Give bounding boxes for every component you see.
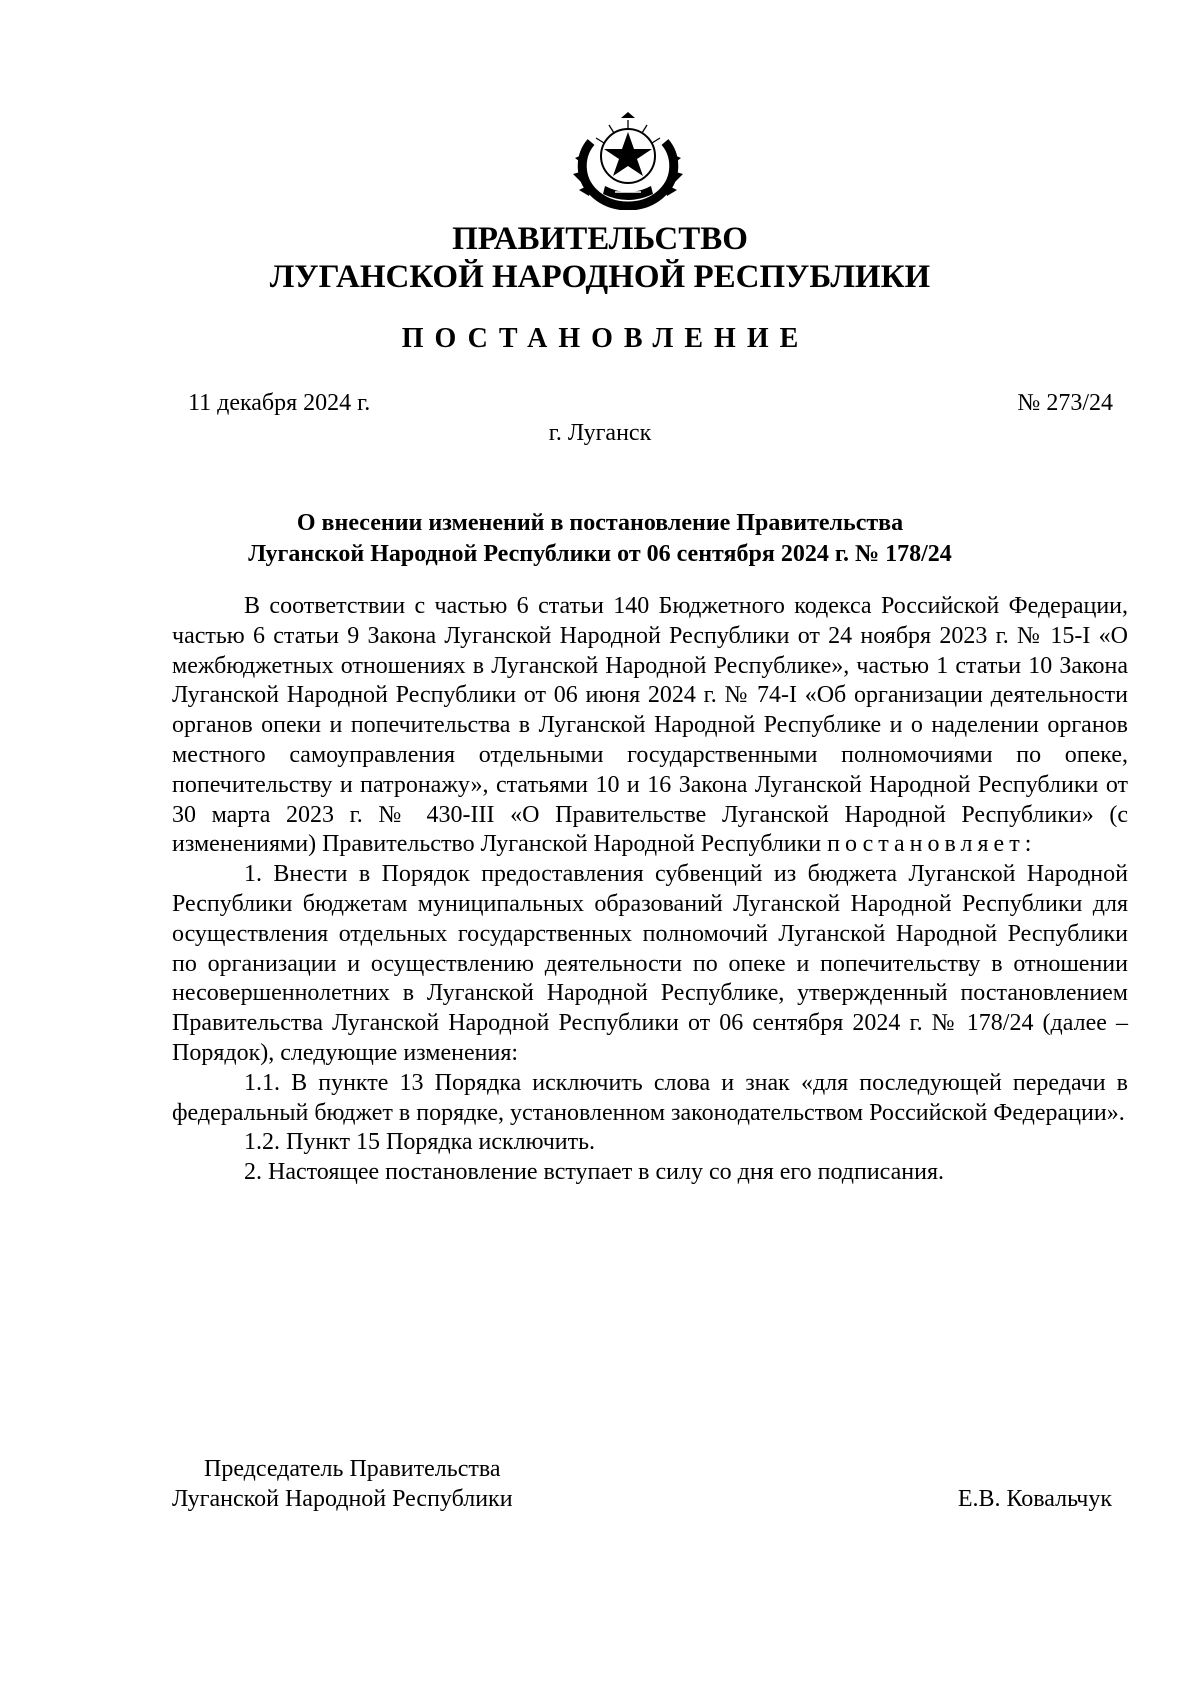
paragraph-item-1-1: 1.1. В пункте 13 Порядка исключить слова и знак «для последующей передачи в федеральный бюджет в порядке, установленном законодательством Российской Федерации». <box>172 1069 1128 1126</box>
signatory-name: Е.В. Ковальчук <box>957 1486 1112 1512</box>
signatory-position-line1: Председатель Правительства <box>204 1456 501 1482</box>
coat-of-arms-icon <box>569 112 687 210</box>
document-date: 11 декабря 2024 г. <box>188 390 371 416</box>
org-name-line1: ПРАВИТЕЛЬСТВО <box>452 221 748 257</box>
signatory-position-line2: Луганской Народной Республики <box>172 1486 513 1512</box>
org-name-line2: ЛУГАНСКОЙ НАРОДНОЙ РЕСПУБЛИКИ <box>269 259 931 295</box>
decree-word: постановляет: <box>827 831 1037 858</box>
paragraph-item-2: 2. Настоящее постановление вступает в силу со дня его подписания. <box>244 1159 945 1186</box>
paragraph-preamble <box>172 592 1128 860</box>
document-body <box>172 592 1128 1188</box>
document-type: ПОСТАНОВЛЕНИЕ <box>401 323 810 354</box>
document-city: г. Луганск <box>548 420 652 446</box>
document-number: № 273/24 <box>1017 390 1113 416</box>
title-line2: Луганской Народной Республики от 06 сентября 2024 г. № 178/24 <box>248 541 952 567</box>
paragraph-item-1-2: 1.2. Пункт 15 Порядка исключить. <box>244 1129 596 1156</box>
preamble-text: В соответствии с частью 6 статьи 140 Бюджетного кодекса Российской Федерации, частью 6 статьи 9 Закона Луганской Народной Республики от 24 ноября 2023 г. № 15-I «О межбюджетных отношениях в Луганской Народной Республике», частью 1 статьи 10 Закона Луганской Народной Республики от 06 июня 2024 г. № 74-I «Об организации деятельности органов опеки и попечительства в Луганской Народной Республике и о наделении органов местного самоуправления отдельными государственными полномочиями по опеке, попечительству и патронажу», статьями 10 и 16 Закона Луганской Народной Республики от 30 марта 2023 г. № 430-III «О Правительстве Луганской Народной Республики» (с изменениями) Правительство Луганской Народной Республики <box>172 593 1128 858</box>
document-title <box>0 508 1200 570</box>
title-line1: О внесении изменений в постановление Правительства <box>296 510 904 536</box>
paragraph-item-1: 1. Внести в Порядок предоставления субвенций из бюджета Луганской Народной Республики бюджетам муниципальных образований Луганской Народной Республики для осуществления отдельных государственных полномочий Луганской Народной Республики по организации и осуществлению деятельности по опеке и попечительству в отношении несовершеннолетних в Луганской Народной Республике, утвержденный постановлением Правительства Луганской Народной Республики от 06 сентября 2024 г. № 178/24 (далее – Порядок), следующие изменения: <box>172 861 1128 1066</box>
